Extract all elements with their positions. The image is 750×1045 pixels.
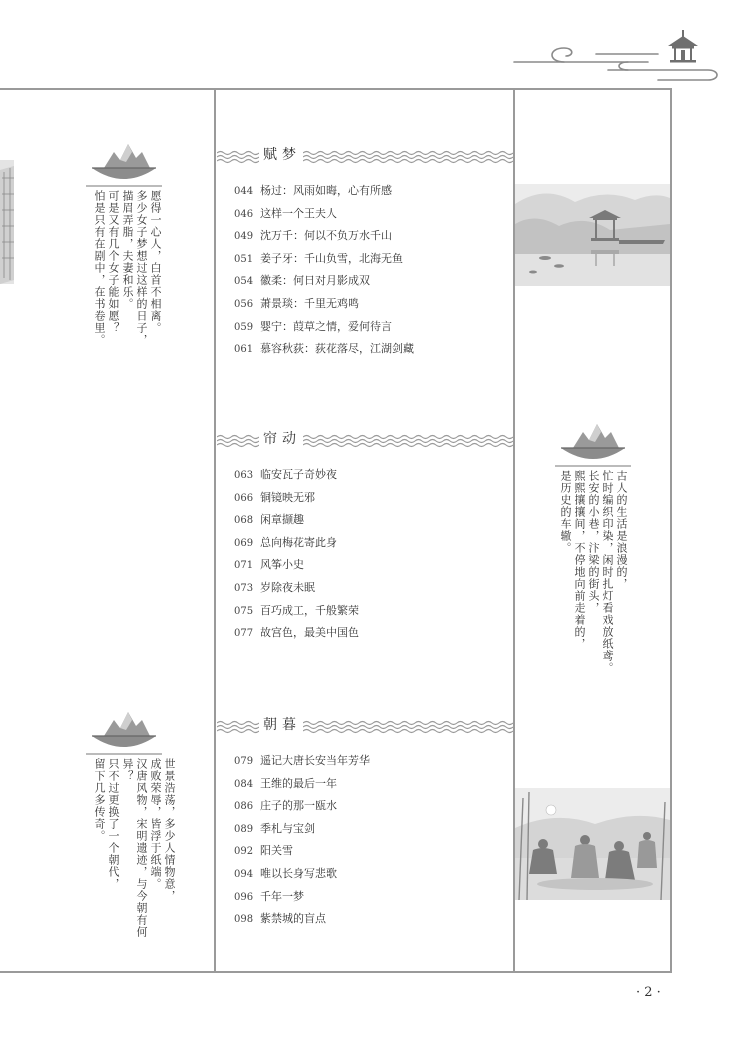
wave-ornament — [303, 150, 513, 164]
section-header-liandong — [217, 428, 513, 454]
poem-line: 只不过更换了一个朝代， — [107, 758, 120, 890]
toc-page-number: 075 — [234, 605, 254, 617]
poem-left-top — [92, 190, 162, 350]
toc-entry-title: 故宫色，最美中国色 — [260, 626, 359, 640]
toc-page-number: 069 — [234, 537, 254, 549]
toc-entry[interactable] — [234, 600, 359, 623]
wave-ornament — [217, 150, 259, 164]
frame-right-line — [670, 88, 672, 973]
toc-entry[interactable] — [234, 487, 359, 510]
wave-ornament — [303, 434, 513, 448]
toc-entry[interactable] — [234, 316, 414, 339]
toc-entry-title: 临安瓦子奇妙夜 — [260, 468, 337, 481]
toc-entry-title: 风筝小史 — [260, 558, 304, 572]
page-number: · 2 · — [636, 985, 661, 1000]
toc-entry[interactable] — [234, 577, 359, 600]
toc-entry[interactable] — [234, 863, 370, 886]
section-title: 帘动 — [263, 431, 301, 447]
mountain-bowl-icon — [84, 706, 164, 756]
poem-line: 忙时编织印染，闲时扎灯看戏放纸鸢。 — [601, 470, 614, 674]
toc-entry[interactable] — [234, 622, 359, 645]
toc-entry[interactable] — [234, 180, 414, 203]
toc-entry-title: 唯以长身写悲歌 — [260, 866, 337, 880]
column-divider-left — [214, 88, 216, 973]
poem-line: 是历史的车辙。 — [559, 470, 572, 554]
toc-page-number: 077 — [234, 628, 254, 640]
toc-page-number: 086 — [234, 801, 254, 813]
mountain-bowl-icon — [553, 418, 633, 468]
toc-page-number: 096 — [234, 891, 254, 903]
toc-entry-title: 沈万千：何以不负万水千山 — [260, 229, 392, 243]
toc-entry[interactable] — [234, 248, 414, 271]
poem-line: 可是又有几个女子能如愿？ — [107, 190, 120, 334]
toc-entry[interactable] — [234, 509, 359, 532]
toc-entry[interactable] — [234, 203, 414, 226]
toc-entry-title: 紫禁城的盲点 — [260, 912, 326, 926]
toc-entry[interactable] — [234, 773, 370, 796]
toc-list-fumeng — [234, 180, 414, 361]
frame-bottom-line — [0, 971, 672, 973]
mountain-bowl-icon — [84, 138, 164, 188]
toc-entry[interactable] — [234, 750, 370, 773]
toc-page-number: 046 — [234, 208, 254, 220]
toc-page-number: 051 — [234, 253, 254, 265]
section-title: 朝暮 — [263, 717, 301, 733]
toc-entry-title: 庄子的那一瓯水 — [260, 799, 337, 813]
toc-list-zhaomu — [234, 750, 370, 931]
cropped-scenery-image — [0, 160, 14, 284]
toc-entry[interactable] — [234, 554, 359, 577]
toc-page-number: 071 — [234, 560, 254, 572]
toc-entry[interactable] — [234, 338, 414, 361]
toc-entry-title: 王维的最后一年 — [260, 776, 337, 790]
toc-page-number: 098 — [234, 914, 254, 926]
toc-entry[interactable] — [234, 293, 414, 316]
toc-page-number: 063 — [234, 470, 254, 481]
poem-line: 成败荣辱，皆浮于纸端。 — [149, 758, 162, 890]
toc-page-number: 094 — [234, 868, 254, 880]
toc-entry[interactable] — [234, 908, 370, 931]
wave-ornament — [217, 434, 259, 448]
toc-entry-title: 阳关雪 — [260, 844, 293, 858]
toc-page-number: 059 — [234, 321, 254, 333]
toc-page-number: 056 — [234, 298, 254, 310]
toc-entry-title: 季札与宝剑 — [260, 821, 315, 835]
toc-page-number: 054 — [234, 276, 254, 288]
poem-line: 古人的生活是浪漫的， — [615, 470, 628, 590]
toc-entry[interactable] — [234, 886, 370, 909]
toc-entry-title: 千年一梦 — [260, 889, 304, 903]
poem-line: 熙熙攘攘间，不停地向前走着的， — [573, 470, 586, 650]
poem-line: 长安的小巷，汴梁的街头， — [587, 470, 600, 614]
wave-ornament — [303, 720, 513, 734]
toc-entry-title: 岁除夜未眠 — [260, 580, 315, 594]
toc-entry-title: 总向梅花寄此身 — [260, 535, 337, 549]
toc-page-number: 084 — [234, 778, 254, 790]
poem-line: 愿得一心人，白首不相离。 — [149, 190, 162, 334]
poem-left-bottom — [92, 758, 176, 954]
toc-page-number: 092 — [234, 846, 254, 858]
toc-entry-title: 婴宁：葭草之情，爱何待言 — [260, 319, 392, 333]
toc-list-liandong — [234, 464, 359, 645]
toc-entry-title: 杨过：风雨如晦，心有所感 — [260, 184, 392, 197]
poem-line: 描眉弄脂，夫妻和乐。 — [121, 190, 134, 310]
toc-page-number: 068 — [234, 515, 254, 527]
poem-right-middle — [558, 470, 628, 680]
poem-line: 多少女子梦想过这样的日子， — [135, 190, 148, 346]
cloud-pavilion-ornament — [508, 26, 728, 86]
toc-entry-title: 铜镜映无邪 — [260, 490, 315, 504]
toc-entry-title: 遥记大唐长安当年芳华 — [260, 754, 370, 767]
toc-entry[interactable] — [234, 532, 359, 555]
toc-page-number: 044 — [234, 186, 254, 197]
toc-entry[interactable] — [234, 818, 370, 841]
toc-entry-title: 萧景琰：千里无鸡鸣 — [260, 296, 359, 310]
section-header-fumeng — [217, 144, 513, 170]
poem-line: 留下几多传奇。 — [93, 758, 106, 842]
scholars-gathering-image — [515, 788, 670, 900]
toc-entry[interactable] — [234, 464, 359, 487]
toc-entry-title: 慕容秋荻：荻花落尽，江湖剑藏 — [260, 342, 414, 356]
toc-entry-title: 这样一个王夫人 — [260, 206, 337, 220]
frame-top-line — [0, 88, 672, 90]
pavilion-landscape-image — [515, 184, 670, 286]
toc-entry[interactable] — [234, 795, 370, 818]
toc-entry[interactable] — [234, 840, 370, 863]
poem-line: 怕是只有在剧中，在书卷里。 — [93, 190, 106, 346]
toc-page-number: 066 — [234, 492, 254, 504]
toc-page-number: 079 — [234, 756, 254, 767]
toc-page-number: 089 — [234, 823, 254, 835]
toc-entry-title: 徽柔：何日对月影成双 — [260, 274, 370, 288]
toc-page-number: 049 — [234, 231, 254, 243]
poem-line: 世景浩荡，多少人情物意， — [163, 758, 176, 902]
toc-page-number: 061 — [234, 344, 254, 356]
toc-page-number: 073 — [234, 582, 254, 594]
section-header-zhaomu — [217, 714, 513, 740]
toc-entry-title: 闲章撷趣 — [260, 513, 304, 527]
toc-entry-title: 百巧成工，千般繁荣 — [260, 603, 359, 617]
section-title: 赋梦 — [263, 147, 301, 163]
wave-ornament — [217, 720, 259, 734]
toc-entry[interactable] — [234, 270, 414, 293]
toc-entry-title: 姜子牙：千山负雪，北海无鱼 — [260, 251, 403, 265]
toc-entry[interactable] — [234, 225, 414, 248]
poem-line: 汉唐风物，宋明遗迹，与今朝有何异？ — [121, 758, 148, 938]
